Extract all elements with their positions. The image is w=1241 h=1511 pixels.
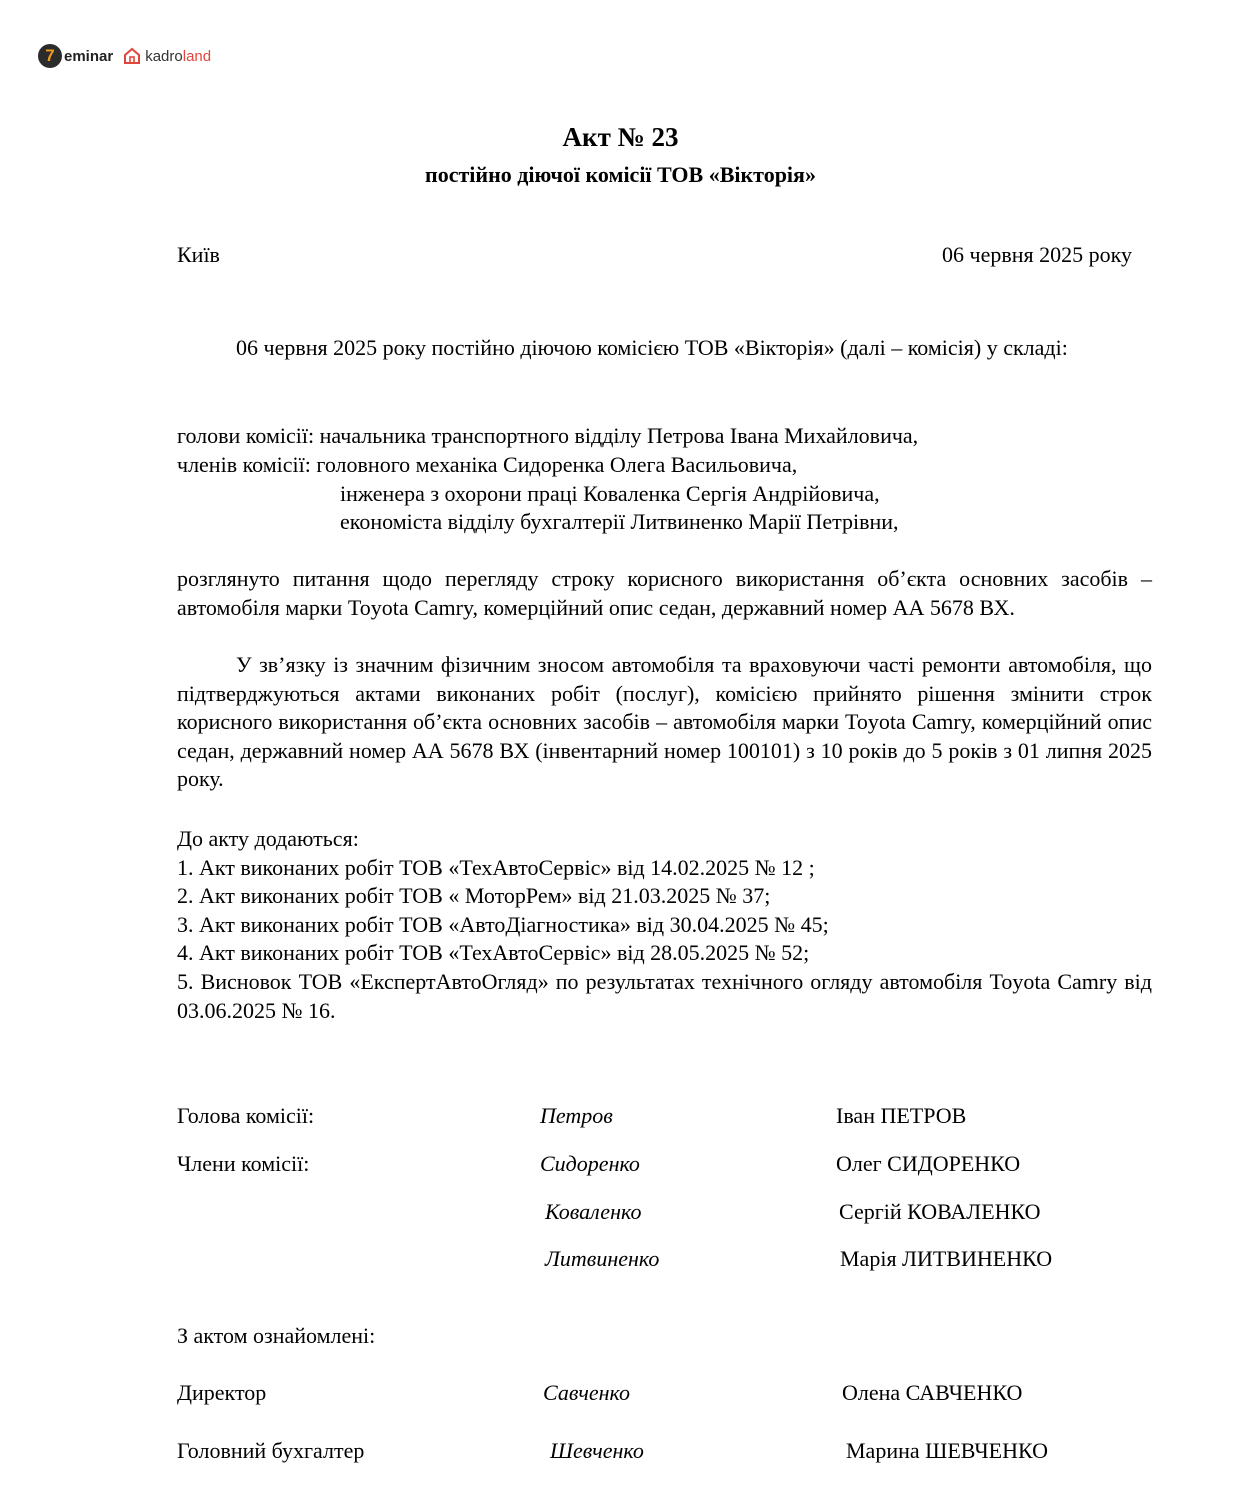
member-3: економіста відділу бухгалтерії Литвиненко Марії Петрівни,	[340, 509, 899, 534]
head-of-commission-line	[177, 421, 918, 450]
accountant-label: Головний бухгалтер	[177, 1438, 365, 1463]
attachment-item: 1. Акт виконаних робіт ТОВ «ТехАвтоСервіс» від 14.02.2025 № 12 ;	[177, 854, 815, 880]
attachment-item: 2. Акт виконаних робіт ТОВ « МоторРем» від 21.03.2025 № 37;	[177, 883, 771, 909]
document-title: Акт № 23	[562, 122, 679, 152]
kadroland-suffix: land	[182, 47, 212, 65]
name-savchenko: Олена САВЧЕНКО	[842, 1380, 1023, 1405]
attachments-heading: До акту додаються:	[177, 826, 359, 851]
attachment-item: 5. Висновок ТОВ «ЕкспертАвтоОгляд» по результатах технічного огляду автомобіля Toyota Camry від 03.06.2025 № 16.	[177, 968, 1152, 1023]
name-shevchenko: Марина ШЕВЧЕНКО	[846, 1438, 1048, 1463]
members-line	[177, 450, 797, 479]
signature-savchenko: Савченко	[543, 1380, 631, 1405]
member-1: головного механіка Сидоренка Олега Васильовича,	[316, 452, 798, 477]
members-signature-label: Члени комісії:	[177, 1151, 310, 1176]
director-label: Директор	[177, 1380, 267, 1405]
house-icon	[123, 47, 141, 65]
body-paragraph-1: розглянуто питання щодо перегляду строку корисного використання об’єкта основних засобів – автомобіля марки Toyota Camry, комерційний опис седан, державний номер АА 5678 ВХ.	[177, 566, 1152, 620]
signature-sydorenko: Сидоренко	[540, 1151, 640, 1176]
member-2: інженера з охорони праці Коваленка Сергія Андрійовича,	[340, 481, 880, 506]
name-sydorenko: Олег СИДОРЕНКО	[836, 1151, 1021, 1176]
attachment-item: 3. Акт виконаних робіт ТОВ «АвтоДіагностика» від 30.04.2025 № 45;	[177, 911, 829, 937]
name-lytvynenko: Марія ЛИТВИНЕНКО	[840, 1246, 1053, 1271]
signature-kovalenko: Коваленко	[545, 1199, 642, 1224]
attachment-item: 4. Акт виконаних робіт ТОВ «ТехАвтоСервіс» від 28.05.2025 № 52;	[177, 940, 810, 966]
kadroland-logo	[123, 47, 211, 65]
logos	[38, 44, 211, 68]
seminar-logo-mark: 7	[38, 44, 62, 68]
kadroland-prefix: kadro	[145, 47, 183, 65]
head-signature-label: Голова комісії:	[177, 1103, 315, 1128]
seminar-logo-text: eminar	[64, 47, 114, 65]
document-subtitle: постійно діючої комісії ТОВ «Вікторія»	[425, 162, 816, 187]
name-petrov: Іван ПЕТРОВ	[836, 1103, 967, 1128]
intro-paragraph: 06 червня 2025 року постійно діючою комісією ТОВ «Вікторія» (далі – комісія) у складі:	[236, 335, 1068, 360]
document-date: 06 червня 2025 року	[942, 242, 1132, 267]
head-label: голови комісії:	[177, 423, 315, 448]
seminar-logo	[38, 44, 113, 68]
signature-petrov: Петров	[540, 1103, 613, 1128]
signature-lytvynenko: Литвиненко	[545, 1246, 660, 1271]
document-place: Київ	[177, 242, 220, 267]
head-value: начальника транспортного відділу Петрова Івана Михайловича,	[319, 423, 919, 448]
signature-shevchenko: Шевченко	[550, 1438, 644, 1463]
members-label: членів комісії:	[177, 452, 311, 477]
attachments-list	[177, 825, 1152, 1025]
body-paragraph-2: У зв’язку із значним фізичним зносом автомобіля та враховуючи часті ремонти автомобіля, що підтверджуються актами виконаних робіт (послуг), комісією прийнято рішення змінити строк корисного використання об’єкта основних засобів – автомобіля марки Toyota Camry, комерційний опис седан, державний номер АА 5678 ВХ (інвентарний номер 100101) з 10 років до 5 років з 01 липня 2025 року.	[177, 652, 1152, 792]
acquainted-label: З актом ознайомлені:	[177, 1323, 376, 1348]
name-kovalenko: Сергій КОВАЛЕНКО	[839, 1199, 1041, 1224]
